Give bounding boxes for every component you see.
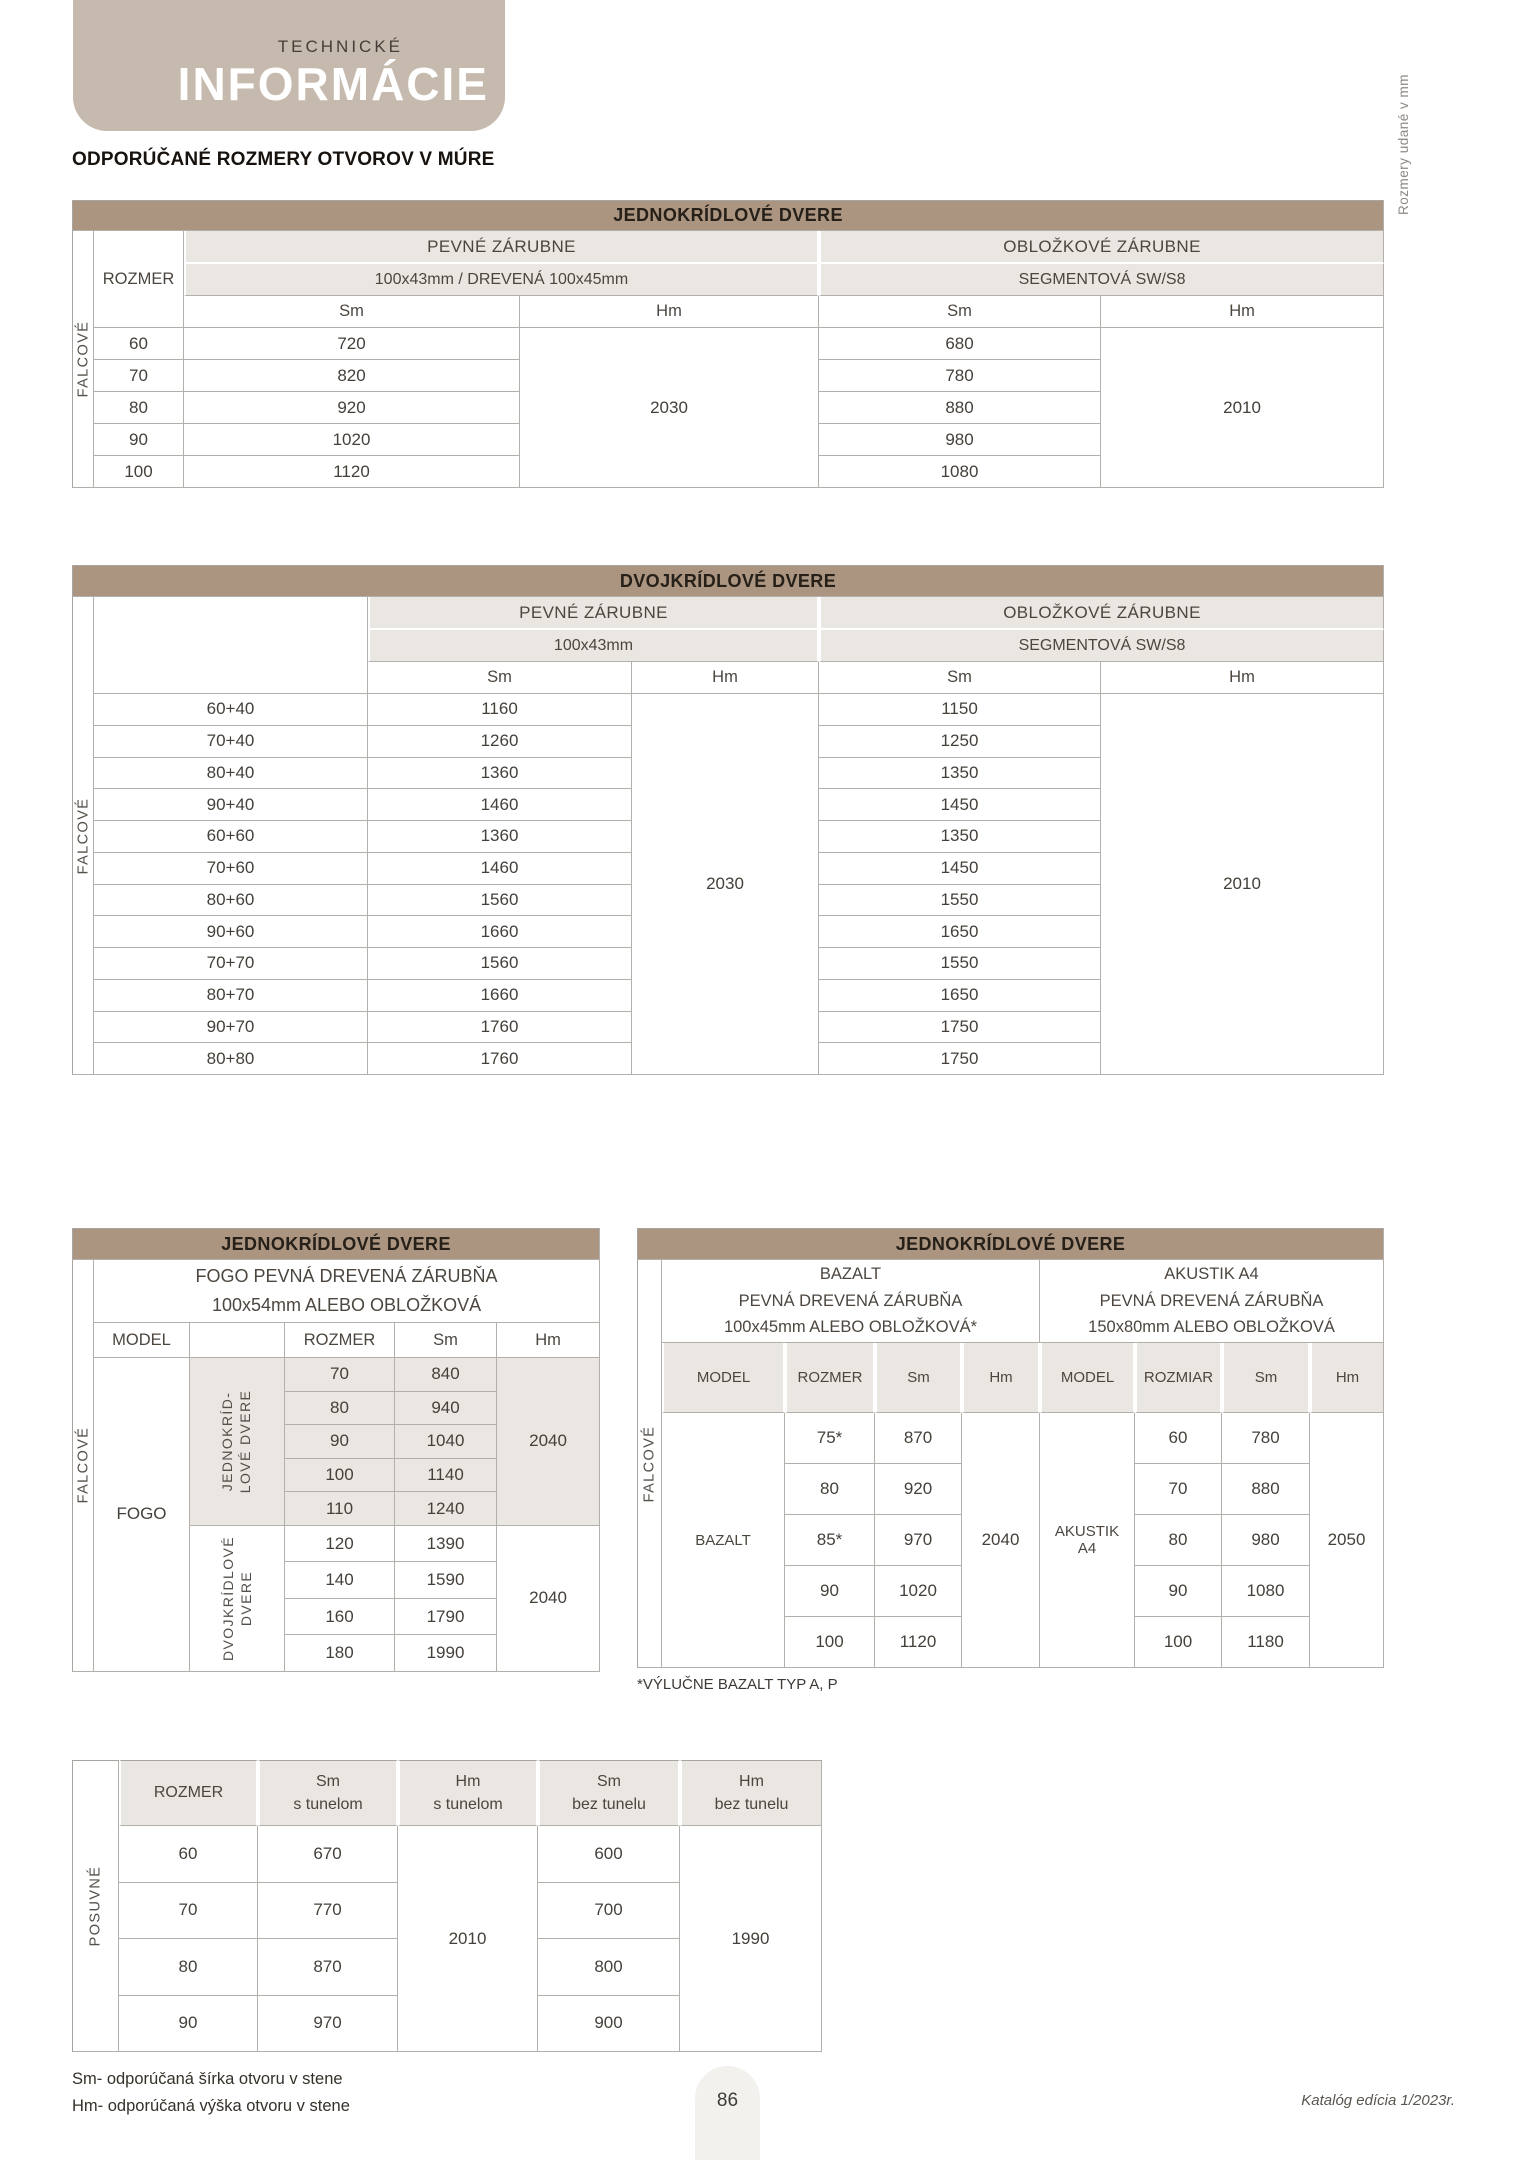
cell-sm: 680 <box>819 328 1101 360</box>
cell-sm: 870 <box>258 1939 398 1996</box>
table2-hm-left-header: Hm <box>632 662 819 694</box>
cell-rozmer: 60+60 <box>94 821 368 853</box>
table2-sub-pevne: 100x43mm <box>368 630 819 662</box>
banner-kicker: TECHNICKÉ <box>277 37 403 56</box>
cell-rozmer: 70+40 <box>94 726 368 758</box>
cell-sm: 970 <box>258 1996 398 2053</box>
cell-rozmiar: 90 <box>1135 1566 1222 1617</box>
table4-akustik-hm: 2050 <box>1310 1413 1384 1668</box>
table4-akustik-rozmiar-header: ROZMIAR <box>1135 1343 1222 1413</box>
cell-sm: 900 <box>538 1996 680 2053</box>
cell-rozmer: 80 <box>119 1939 258 1996</box>
table3-sm-header: Sm <box>395 1323 497 1358</box>
table3-model-value: FOGO <box>94 1358 190 1672</box>
table1-title: JEDNOKRÍDLOVÉ DVERE <box>72 200 1384 231</box>
cell-sm: 1080 <box>1222 1566 1310 1617</box>
cell-sm: 1990 <box>395 1635 497 1672</box>
table3-model-header: MODEL <box>94 1323 190 1358</box>
cell-rozmer: 90+60 <box>94 916 368 948</box>
table1-sub-oblozkove: SEGMENTOVÁ SW/S8 <box>819 264 1384 296</box>
table1-hm-left-value: 2030 <box>520 328 819 488</box>
cell-sm: 1560 <box>368 948 632 980</box>
table1-hm-right-value: 2010 <box>1101 328 1384 488</box>
edition-note: Katalóg edícia 1/2023r. <box>1301 2092 1455 2109</box>
table3-group2-label-cell <box>190 1526 285 1672</box>
cell-rozmer: 110 <box>285 1492 395 1526</box>
cell-sm: 1150 <box>819 694 1101 726</box>
table3-subheader <box>94 1260 600 1323</box>
table1-hm-left-header: Hm <box>520 296 819 328</box>
falcove-vertical-label: FALCOVÉ <box>641 1425 658 1502</box>
cell-rozmer: 80 <box>785 1464 875 1515</box>
table5-hm-bez-tunelu-header: Hm bez tunelu <box>680 1760 822 1826</box>
cell-rozmer: 80+60 <box>94 885 368 917</box>
table4-akustik-hm-header: Hm <box>1310 1343 1384 1413</box>
cell-sm: 1550 <box>819 948 1101 980</box>
cell-sm: 1040 <box>395 1425 497 1459</box>
table4-akustik-subheader: AKUSTIK A4 PEVNÁ DREVENÁ ZÁRUBŇA 150x80mm ALEBO OBLOŽKOVÁ <box>1040 1260 1384 1343</box>
cell-sm: 1790 <box>395 1599 497 1636</box>
legend <box>72 2066 350 2120</box>
table2-hm-left-value: 2030 <box>632 694 819 1075</box>
cell-sm: 800 <box>538 1939 680 1996</box>
cell-rozmer: 80 <box>94 392 184 424</box>
cell-sm: 1650 <box>819 916 1101 948</box>
table3-title: JEDNOKRÍDLOVÉ DVERE <box>72 1228 600 1260</box>
table1-sub-pevne: 100x43mm / DREVENÁ 100x45mm <box>184 264 819 296</box>
table4-bazalt-model: BAZALT <box>662 1413 785 1668</box>
cell-rozmer: 90 <box>119 1996 258 2053</box>
cell-sm: 1750 <box>819 1012 1101 1044</box>
banner-title: INFORMÁCIE <box>177 58 489 110</box>
table4-falcove-cell <box>637 1260 662 1668</box>
cell-sm: 1350 <box>819 821 1101 853</box>
cell-rozmer: 70+70 <box>94 948 368 980</box>
cell-sm: 780 <box>1222 1413 1310 1464</box>
table2-sm-left-header: Sm <box>368 662 632 694</box>
cell-rozmer: 85* <box>785 1515 875 1566</box>
cell-sm: 1120 <box>875 1617 962 1668</box>
page-subtitle: ODPORÚČANÉ ROZMERY OTVOROV V MÚRE <box>72 149 495 170</box>
cell-sm: 1660 <box>368 980 632 1012</box>
table4-bazalt-sm-header: Sm <box>875 1343 962 1413</box>
table-bazalt-akustik <box>637 1228 1384 1668</box>
cell-rozmer: 100 <box>285 1459 395 1493</box>
table3-rozmer-header: ROZMER <box>285 1323 395 1358</box>
cell-sm: 720 <box>184 328 520 360</box>
cell-sm: 1590 <box>395 1562 497 1599</box>
table1-sm-left-header: Sm <box>184 296 520 328</box>
table5-sm-bez-tunelu-header: Sm bez tunelu <box>538 1760 680 1826</box>
cell-sm: 920 <box>184 392 520 424</box>
cell-sm: 1660 <box>368 916 632 948</box>
cell-sm: 1650 <box>819 980 1101 1012</box>
cell-rozmer: 90 <box>285 1425 395 1459</box>
table2-group-oblozkove: OBLOŽKOVÉ ZÁRUBNE <box>819 597 1384 630</box>
table3-group1-label-cell <box>190 1358 285 1526</box>
cell-sm: 1160 <box>368 694 632 726</box>
cell-sm: 1390 <box>395 1526 497 1563</box>
cell-rozmer: 160 <box>285 1599 395 1636</box>
table3-falcove-cell <box>72 1260 94 1672</box>
table4-bazalt-rozmer-header: ROZMER <box>785 1343 875 1413</box>
cell-sm: 920 <box>875 1464 962 1515</box>
cell-rozmiar: 70 <box>1135 1464 1222 1515</box>
units-side-note: Rozmery udané v mm <box>1396 73 1411 215</box>
bazalt-footnote: *VÝLUČNE BAZALT TYP A, P <box>637 1676 838 1693</box>
cell-rozmer: 70+60 <box>94 853 368 885</box>
table4-title: JEDNOKRÍDLOVÉ DVERE <box>637 1228 1384 1260</box>
table2-hm-right-value: 2010 <box>1101 694 1384 1075</box>
posuvne-vertical-label: POSUVNÉ <box>87 1865 104 1947</box>
cell-sm: 1350 <box>819 758 1101 790</box>
table3-hm-header: Hm <box>497 1323 600 1358</box>
table4-bazalt-hm-header: Hm <box>962 1343 1040 1413</box>
cell-rozmer: 180 <box>285 1635 395 1672</box>
cell-sm: 970 <box>875 1515 962 1566</box>
cell-rozmer: 60 <box>94 328 184 360</box>
cell-sm: 1250 <box>819 726 1101 758</box>
falcove-vertical-label: FALCOVÉ <box>75 320 91 398</box>
table5-posuvne-cell <box>72 1760 119 2052</box>
cell-rozmer: 100 <box>785 1617 875 1668</box>
cell-sm: 980 <box>819 424 1101 456</box>
cell-sm: 1120 <box>184 456 520 488</box>
title-banner <box>73 0 505 131</box>
table-jednokridlove-dvere-1 <box>72 200 1384 488</box>
cell-rozmiar: 100 <box>1135 1617 1222 1668</box>
table5-hm-s-tunelom-header: Hm s tunelom <box>398 1760 538 1826</box>
cell-sm: 1450 <box>819 789 1101 821</box>
jednokridlove-vertical-label: JEDNOKRÍD- LOVÉ DVERE <box>219 1389 254 1494</box>
table4-akustik-sm-header: Sm <box>1222 1343 1310 1413</box>
table1-falcove-cell <box>72 231 94 488</box>
cell-sm: 1260 <box>368 726 632 758</box>
cell-sm: 880 <box>819 392 1101 424</box>
table5-hm-bez-tunelu-value: 1990 <box>680 1826 822 2052</box>
cell-sm: 1360 <box>368 758 632 790</box>
cell-sm: 770 <box>258 1883 398 1940</box>
cell-sm: 1020 <box>875 1566 962 1617</box>
cell-sm: 1550 <box>819 885 1101 917</box>
table-dvojkridlove-dvere <box>72 565 1384 1075</box>
table2-title: DVOJKRÍDLOVÉ DVERE <box>72 565 1384 597</box>
cell-sm: 1140 <box>395 1459 497 1493</box>
table1-rozmer-header: ROZMER <box>94 231 184 328</box>
table2-falcove-cell <box>72 597 94 1075</box>
table3-blank-header <box>190 1323 285 1358</box>
cell-rozmer: 90 <box>785 1566 875 1617</box>
cell-rozmer: 75* <box>785 1413 875 1464</box>
cell-rozmer: 80+80 <box>94 1043 368 1075</box>
cell-rozmer: 90+40 <box>94 789 368 821</box>
table3-group2-hm: 2040 <box>497 1526 600 1672</box>
table2-sub-oblozkove: SEGMENTOVÁ SW/S8 <box>819 630 1384 662</box>
table4-bazalt-model-header: MODEL <box>662 1343 785 1413</box>
table4-akustik-model-header: MODEL <box>1040 1343 1135 1413</box>
table5-hm-s-tunelom-value: 2010 <box>398 1826 538 2052</box>
cell-sm: 1180 <box>1222 1617 1310 1668</box>
table-fogo <box>72 1228 600 1672</box>
table2-group-pevne: PEVNÉ ZÁRUBNE <box>368 597 819 630</box>
cell-sm: 940 <box>395 1392 497 1426</box>
cell-sm: 1240 <box>395 1492 497 1526</box>
cell-sm: 780 <box>819 360 1101 392</box>
cell-rozmer: 80+40 <box>94 758 368 790</box>
cell-rozmer: 70 <box>94 360 184 392</box>
table1-group-oblozkove: OBLOŽKOVÉ ZÁRUBNE <box>819 231 1384 264</box>
table2-hm-right-header: Hm <box>1101 662 1384 694</box>
cell-rozmer: 140 <box>285 1562 395 1599</box>
cell-rozmer: 90+70 <box>94 1012 368 1044</box>
cell-sm: 980 <box>1222 1515 1310 1566</box>
cell-rozmer: 60+40 <box>94 694 368 726</box>
cell-rozmer: 90 <box>94 424 184 456</box>
table-posuvne <box>72 1760 822 2052</box>
table4-bazalt-hm: 2040 <box>962 1413 1040 1668</box>
cell-rozmer: 60 <box>119 1826 258 1883</box>
cell-rozmiar: 60 <box>1135 1413 1222 1464</box>
table4-bazalt-subheader: BAZALT PEVNÁ DREVENÁ ZÁRUBŇA 100x45mm ALEBO OBLOŽKOVÁ* <box>662 1260 1040 1343</box>
cell-sm: 1450 <box>819 853 1101 885</box>
cell-sm: 820 <box>184 360 520 392</box>
cell-sm: 600 <box>538 1826 680 1883</box>
table1-hm-right-header: Hm <box>1101 296 1384 328</box>
cell-sm: 840 <box>395 1358 497 1392</box>
table5-rozmer-header: ROZMER <box>119 1760 258 1826</box>
cell-sm: 1750 <box>819 1043 1101 1075</box>
cell-sm: 1080 <box>819 456 1101 488</box>
cell-rozmer: 80 <box>285 1392 395 1426</box>
cell-sm: 880 <box>1222 1464 1310 1515</box>
cell-rozmer: 80+70 <box>94 980 368 1012</box>
cell-sm: 1360 <box>368 821 632 853</box>
table2-blank-cell <box>94 597 368 694</box>
cell-sm: 1020 <box>184 424 520 456</box>
cell-rozmer: 70 <box>285 1358 395 1392</box>
cell-sm: 1760 <box>368 1043 632 1075</box>
table3-subheader-line1: FOGO PEVNÁ DREVENÁ ZÁRUBŇA <box>195 1266 498 1287</box>
cell-rozmer: 120 <box>285 1526 395 1563</box>
table1-group-pevne: PEVNÉ ZÁRUBNE <box>184 231 819 264</box>
cell-sm: 700 <box>538 1883 680 1940</box>
table1-sm-right-header: Sm <box>819 296 1101 328</box>
page-number-pill <box>695 2066 760 2160</box>
cell-rozmer: 70 <box>119 1883 258 1940</box>
cell-rozmer: 100 <box>94 456 184 488</box>
table2-sm-right-header: Sm <box>819 662 1101 694</box>
table3-subheader-line2: 100x54mm ALEBO OBLOŽKOVÁ <box>211 1295 482 1315</box>
table5-sm-s-tunelom-header: Sm s tunelom <box>258 1760 398 1826</box>
page-number: 86 <box>716 2090 739 2111</box>
cell-sm: 1760 <box>368 1012 632 1044</box>
cell-sm: 1560 <box>368 885 632 917</box>
falcove-vertical-label: FALCOVÉ <box>75 1427 91 1504</box>
table3-group1-hm: 2040 <box>497 1358 600 1526</box>
cell-rozmiar: 80 <box>1135 1515 1222 1566</box>
cell-sm: 1460 <box>368 853 632 885</box>
falcove-vertical-label: FALCOVÉ <box>75 797 91 874</box>
legend-sm: Sm- odporúčaná šírka otvoru v stene <box>72 2070 343 2088</box>
cell-sm: 870 <box>875 1413 962 1464</box>
dvojkridlove-vertical-label: DVOJKRÍDLOVÉ DVERE <box>219 1535 254 1661</box>
cell-sm: 1460 <box>368 789 632 821</box>
table4-akustik-model: AKUSTIK A4 <box>1040 1413 1135 1668</box>
legend-hm: Hm- odporúčaná výška otvoru v stene <box>72 2097 350 2115</box>
cell-sm: 670 <box>258 1826 398 1883</box>
